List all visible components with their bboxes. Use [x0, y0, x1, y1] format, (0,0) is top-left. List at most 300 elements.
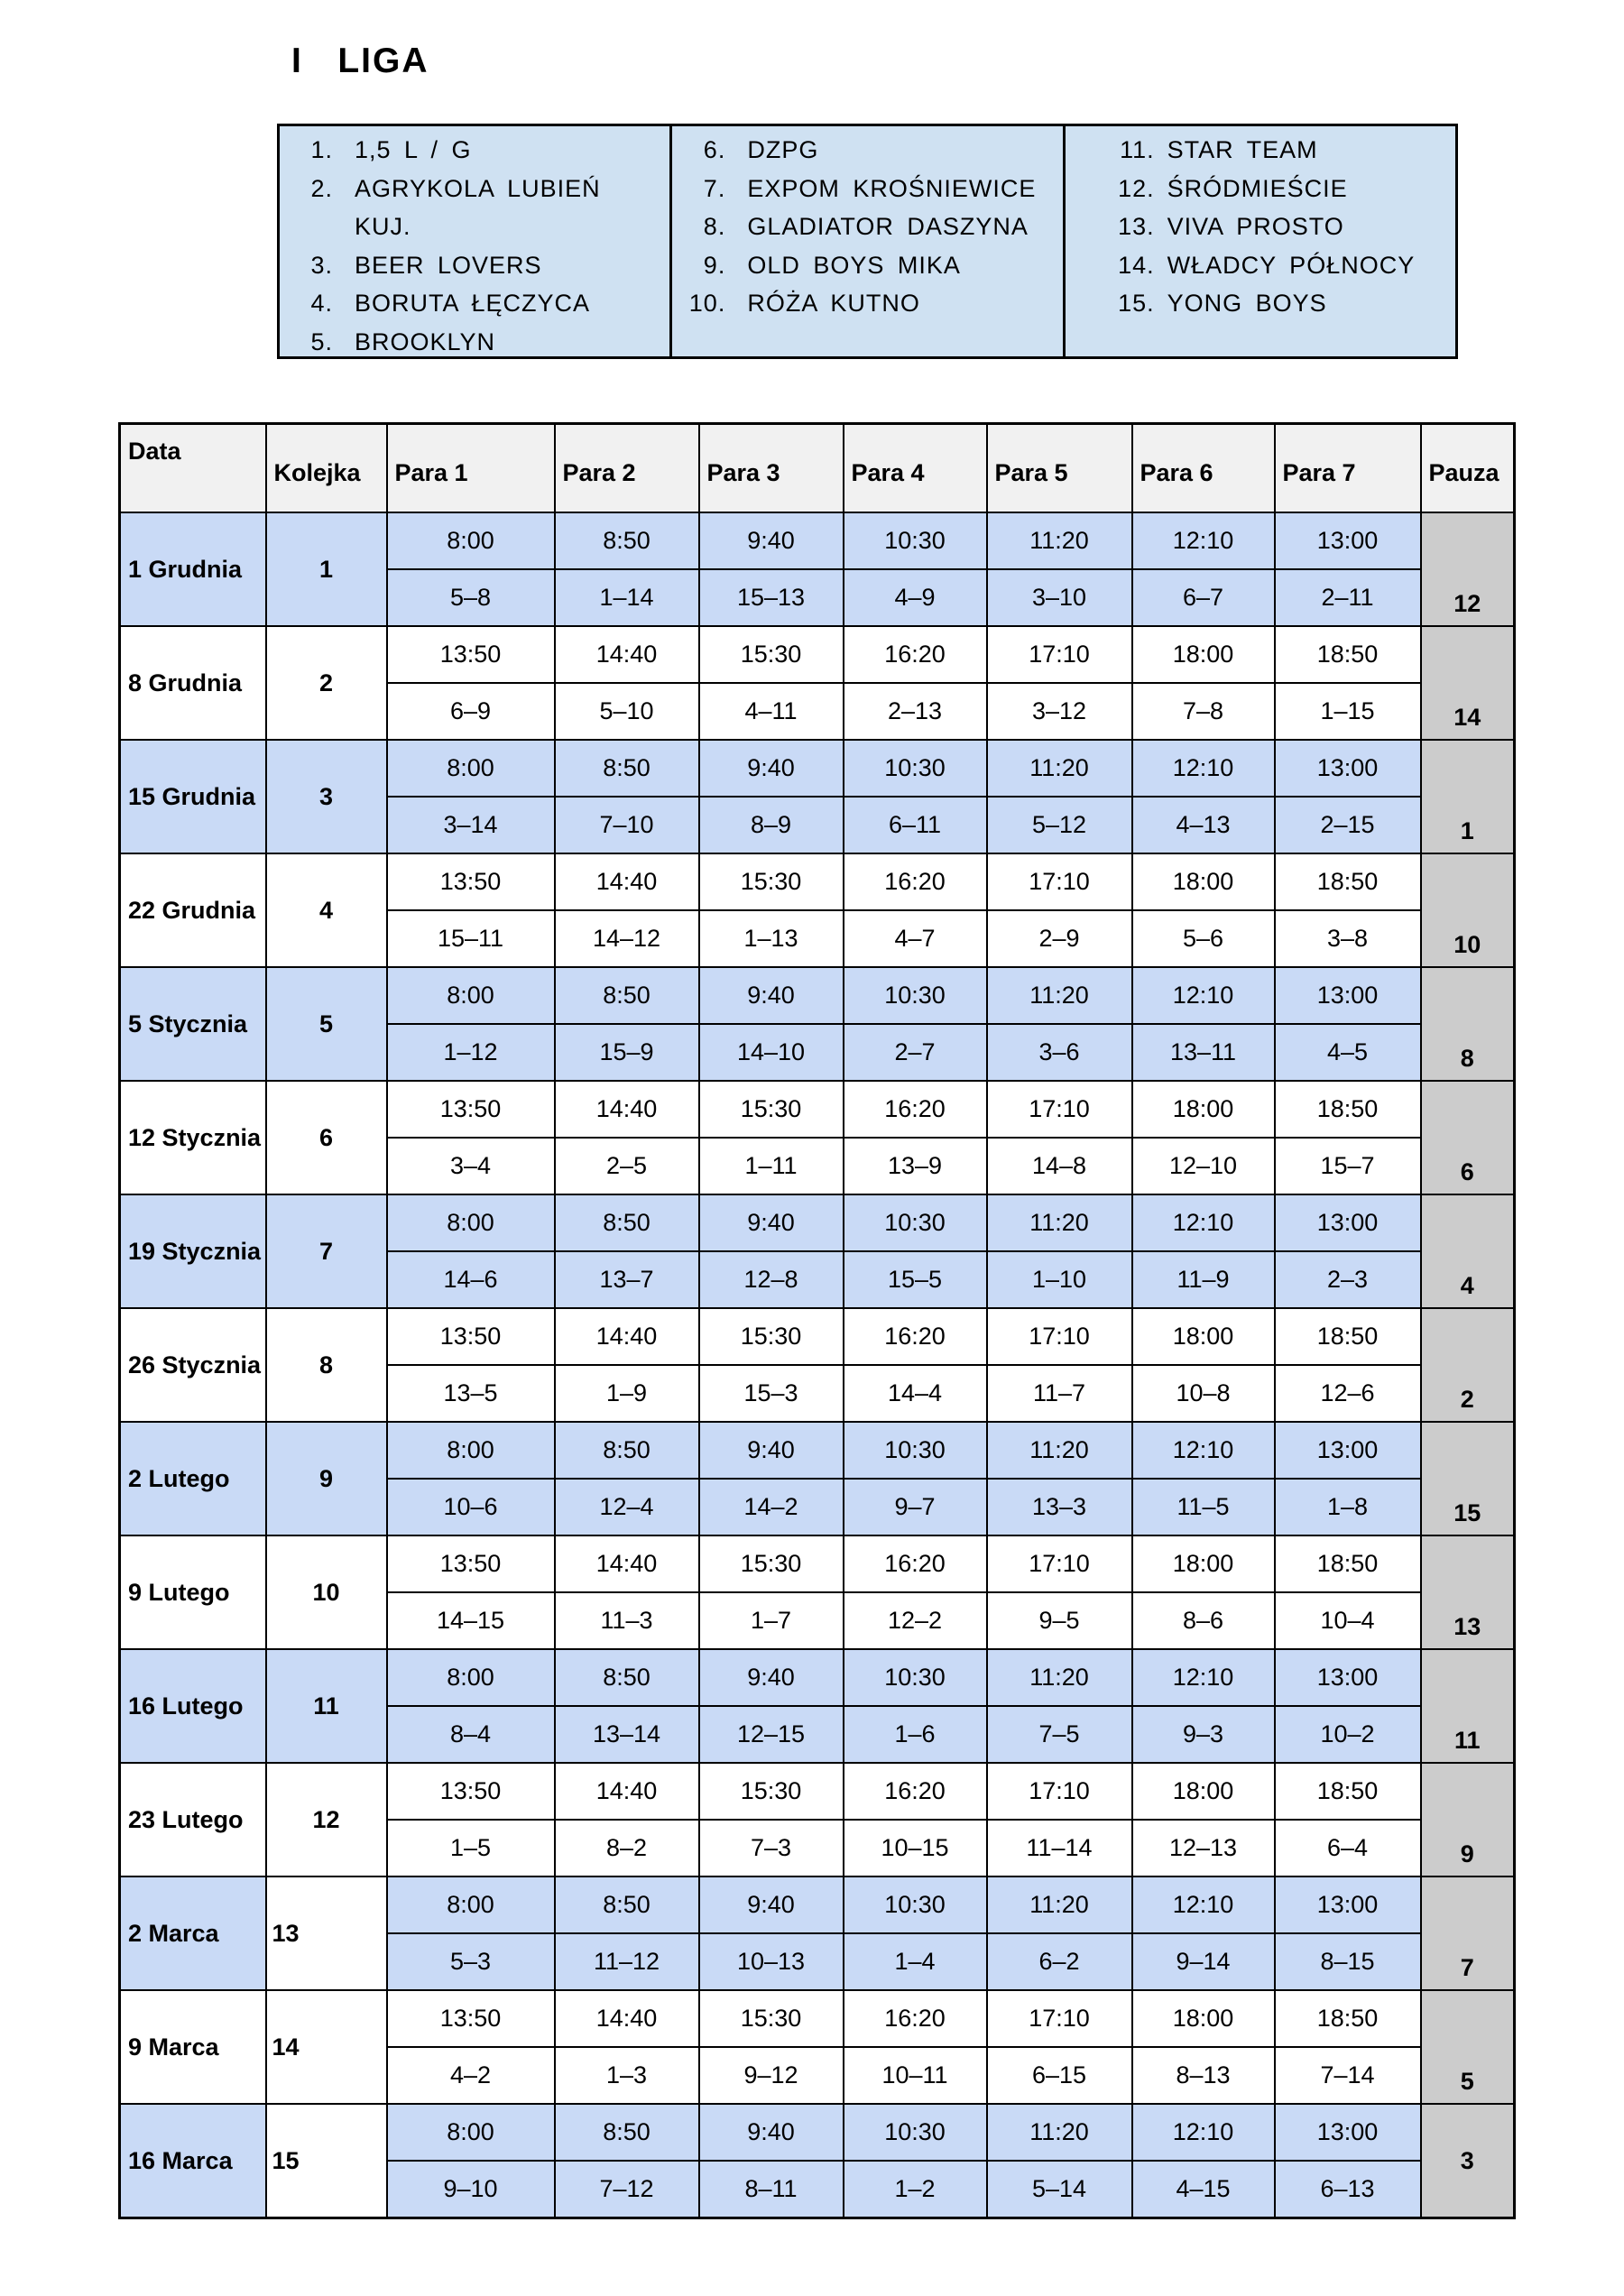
pair-cell: 14–2 [699, 1479, 844, 1535]
pair-cell: 9–10 [387, 2161, 555, 2218]
time-cell: 8:50 [555, 740, 699, 797]
pair-cell: 4–5 [1275, 1024, 1421, 1081]
time-cell: 8:00 [387, 740, 555, 797]
pair-cell: 4–9 [844, 569, 987, 626]
time-cell: 13:00 [1275, 967, 1421, 1024]
team-item [1066, 131, 1455, 170]
date-cell: 22 Grudnia [120, 853, 266, 967]
time-cell: 18:50 [1275, 1763, 1421, 1820]
round-row [120, 967, 1515, 1024]
round-cell: 14 [266, 1990, 387, 2104]
pair-cell: 4–11 [699, 683, 844, 740]
time-cell: 14:40 [555, 1308, 699, 1365]
pair-cell: 10–11 [844, 2047, 987, 2104]
pair-cell: 8–6 [1132, 1592, 1275, 1649]
date-cell: 2 Lutego [120, 1422, 266, 1535]
team-number: 1. [310, 136, 333, 163]
pair-cell: 12–6 [1275, 1365, 1421, 1422]
time-cell: 12:10 [1132, 740, 1275, 797]
time-cell: 15:30 [699, 1763, 844, 1820]
time-cell: 9:40 [699, 967, 844, 1024]
team-name: VIVA PROSTO [1167, 213, 1344, 240]
time-cell: 15:30 [699, 853, 844, 910]
team-column [1063, 126, 1455, 356]
pair-cell: 3–14 [387, 797, 555, 853]
team-number: 12. [1118, 174, 1155, 202]
time-cell: 18:00 [1132, 853, 1275, 910]
time-cell: 18:50 [1275, 1081, 1421, 1138]
round-row [120, 1422, 1515, 1479]
team-name: DZPG [747, 136, 819, 163]
pair-cell: 13–11 [1132, 1024, 1275, 1081]
time-cell: 12:10 [1132, 967, 1275, 1024]
time-cell: 8:50 [555, 512, 699, 569]
time-cell: 8:50 [555, 1649, 699, 1706]
header-cell: Para 6 [1132, 424, 1275, 513]
pair-cell: 5–10 [555, 683, 699, 740]
pair-cell: 5–8 [387, 569, 555, 626]
date-cell: 12 Stycznia [120, 1081, 266, 1194]
time-cell: 12:10 [1132, 1194, 1275, 1251]
time-cell: 16:20 [844, 1990, 987, 2047]
pair-cell: 9–7 [844, 1479, 987, 1535]
team-name: ŚRÓDMIEŚCIE [1167, 174, 1348, 202]
pair-cell: 6–7 [1132, 569, 1275, 626]
pair-cell: 1–4 [844, 1933, 987, 1990]
pair-cell: 14–15 [387, 1592, 555, 1649]
round-cell: 8 [266, 1308, 387, 1422]
pair-cell: 15–9 [555, 1024, 699, 1081]
pair-cell: 6–11 [844, 797, 987, 853]
team-name: OLD BOYS MIKA [747, 251, 961, 279]
time-cell: 16:20 [844, 626, 987, 683]
pair-cell: 10–13 [699, 1933, 844, 1990]
pair-cell: 1–15 [1275, 683, 1421, 740]
time-cell: 10:30 [844, 740, 987, 797]
pair-cell: 1–7 [699, 1592, 844, 1649]
pair-cell: 10–8 [1132, 1365, 1275, 1422]
date-cell: 15 Grudnia [120, 740, 266, 853]
pair-cell: 8–13 [1132, 2047, 1275, 2104]
pair-cell: 7–8 [1132, 683, 1275, 740]
team-number: 6. [703, 136, 726, 163]
time-cell: 8:00 [387, 967, 555, 1024]
pair-cell: 3–6 [987, 1024, 1132, 1081]
pause-cell: 11 [1421, 1649, 1515, 1763]
time-cell: 10:30 [844, 512, 987, 569]
time-cell: 13:50 [387, 1535, 555, 1592]
pair-cell: 14–8 [987, 1138, 1132, 1194]
time-cell: 10:30 [844, 1194, 987, 1251]
team-name: BROOKLYN [355, 327, 496, 355]
team-item [280, 284, 669, 323]
pair-cell: 3–12 [987, 683, 1132, 740]
time-cell: 13:50 [387, 1308, 555, 1365]
date-cell: 8 Grudnia [120, 626, 266, 740]
team-number: 9. [703, 251, 726, 279]
time-cell: 11:20 [987, 2104, 1132, 2161]
time-cell: 15:30 [699, 626, 844, 683]
time-cell: 13:50 [387, 626, 555, 683]
header-row [120, 424, 1515, 513]
round-row [120, 1649, 1515, 1706]
round-cell: 6 [266, 1081, 387, 1194]
pair-cell: 4–15 [1132, 2161, 1275, 2218]
header-cell: Para 1 [387, 424, 555, 513]
pair-cell: 1–13 [699, 910, 844, 967]
pair-cell: 13–3 [987, 1479, 1132, 1535]
time-cell: 8:00 [387, 2104, 555, 2161]
pair-cell: 13–7 [555, 1251, 699, 1308]
team-column [669, 126, 1062, 356]
pair-cell: 1–8 [1275, 1479, 1421, 1535]
pair-cell: 6–13 [1275, 2161, 1421, 2218]
round-row [120, 626, 1515, 683]
team-number: 13. [1118, 213, 1155, 240]
pause-cell: 12 [1421, 512, 1515, 626]
pair-cell: 14–6 [387, 1251, 555, 1308]
pause-cell: 6 [1421, 1081, 1515, 1194]
time-cell: 8:50 [555, 967, 699, 1024]
round-cell: 9 [266, 1422, 387, 1535]
round-row [120, 1763, 1515, 1820]
pair-cell: 8–9 [699, 797, 844, 853]
time-cell: 12:10 [1132, 1876, 1275, 1933]
time-cell: 17:10 [987, 1990, 1132, 2047]
team-item [1066, 284, 1455, 323]
pair-cell: 12–4 [555, 1479, 699, 1535]
pause-cell: 4 [1421, 1194, 1515, 1308]
time-cell: 12:10 [1132, 2104, 1275, 2161]
pair-cell: 2–5 [555, 1138, 699, 1194]
page-title: I LIGA [291, 41, 429, 80]
date-cell: 19 Stycznia [120, 1194, 266, 1308]
round-row [120, 740, 1515, 797]
team-number: 11. [1120, 136, 1155, 163]
time-cell: 12:10 [1132, 1649, 1275, 1706]
team-name: 1,5 L / G [355, 136, 472, 163]
pair-cell: 1–12 [387, 1024, 555, 1081]
time-cell: 11:20 [987, 967, 1132, 1024]
team-item [672, 207, 1062, 246]
time-cell: 16:20 [844, 1081, 987, 1138]
time-cell: 15:30 [699, 1308, 844, 1365]
team-item [672, 246, 1062, 285]
pause-cell: 5 [1421, 1990, 1515, 2104]
pair-cell: 2–3 [1275, 1251, 1421, 1308]
time-cell: 12:10 [1132, 512, 1275, 569]
pair-cell: 2–15 [1275, 797, 1421, 853]
time-cell: 13:00 [1275, 1649, 1421, 1706]
pair-cell: 8–4 [387, 1706, 555, 1763]
round-cell: 3 [266, 740, 387, 853]
time-cell: 9:40 [699, 1649, 844, 1706]
time-cell: 8:50 [555, 1876, 699, 1933]
time-cell: 13:50 [387, 853, 555, 910]
team-item [1066, 170, 1455, 208]
pair-cell: 7–5 [987, 1706, 1132, 1763]
time-cell: 13:50 [387, 1990, 555, 2047]
date-cell: 1 Grudnia [120, 512, 266, 626]
time-cell: 8:50 [555, 1422, 699, 1479]
time-cell: 13:00 [1275, 1422, 1421, 1479]
time-cell: 17:10 [987, 1763, 1132, 1820]
time-cell: 18:50 [1275, 1308, 1421, 1365]
pair-cell: 1–10 [987, 1251, 1132, 1308]
team-name: GLADIATOR DASZYNA [747, 213, 1029, 240]
header-cell: Pauza [1421, 424, 1515, 513]
pair-cell: 15–7 [1275, 1138, 1421, 1194]
team-column [280, 126, 669, 356]
pair-cell: 7–14 [1275, 2047, 1421, 2104]
time-cell: 10:30 [844, 1422, 987, 1479]
pair-cell: 1–11 [699, 1138, 844, 1194]
time-cell: 14:40 [555, 1081, 699, 1138]
time-cell: 14:40 [555, 1763, 699, 1820]
pair-cell: 9–5 [987, 1592, 1132, 1649]
pair-cell: 15–13 [699, 569, 844, 626]
round-row [120, 1308, 1515, 1365]
time-cell: 9:40 [699, 1422, 844, 1479]
round-row [120, 1081, 1515, 1138]
round-cell: 4 [266, 853, 387, 967]
team-item [280, 170, 669, 246]
time-cell: 11:20 [987, 1194, 1132, 1251]
pause-cell: 14 [1421, 626, 1515, 740]
header-cell: Kolejka [266, 424, 387, 513]
pair-cell: 14–4 [844, 1365, 987, 1422]
pair-cell: 1–2 [844, 2161, 987, 2218]
team-number: 4. [310, 290, 333, 317]
team-item [1066, 207, 1455, 246]
time-cell: 13:00 [1275, 512, 1421, 569]
team-number: 5. [310, 327, 333, 355]
pair-cell: 1–5 [387, 1820, 555, 1876]
pair-cell: 11–5 [1132, 1479, 1275, 1535]
date-cell: 16 Lutego [120, 1649, 266, 1763]
time-cell: 16:20 [844, 853, 987, 910]
time-cell: 18:50 [1275, 626, 1421, 683]
pair-cell: 14–12 [555, 910, 699, 967]
time-cell: 18:50 [1275, 853, 1421, 910]
date-cell: 2 Marca [120, 1876, 266, 1990]
round-cell: 11 [266, 1649, 387, 1763]
round-row [120, 1194, 1515, 1251]
pair-cell: 6–9 [387, 683, 555, 740]
time-cell: 11:20 [987, 1876, 1132, 1933]
header-cell: Para 7 [1275, 424, 1421, 513]
pair-cell: 9–12 [699, 2047, 844, 2104]
time-cell: 9:40 [699, 1876, 844, 1933]
team-item [280, 131, 669, 170]
round-row [120, 1876, 1515, 1933]
pair-cell: 15–5 [844, 1251, 987, 1308]
time-cell: 18:00 [1132, 1308, 1275, 1365]
time-cell: 17:10 [987, 1308, 1132, 1365]
time-cell: 13:00 [1275, 2104, 1421, 2161]
time-cell: 15:30 [699, 1081, 844, 1138]
time-cell: 13:00 [1275, 740, 1421, 797]
time-cell: 8:50 [555, 1194, 699, 1251]
time-cell: 18:00 [1132, 1081, 1275, 1138]
team-number: 15. [1118, 290, 1155, 317]
round-row [120, 2104, 1515, 2161]
time-cell: 8:00 [387, 1876, 555, 1933]
time-cell: 17:10 [987, 1081, 1132, 1138]
round-cell: 7 [266, 1194, 387, 1308]
team-name: EXPOM KROŚNIEWICE [747, 174, 1037, 202]
time-cell: 16:20 [844, 1763, 987, 1820]
team-list [277, 124, 1458, 359]
time-cell: 14:40 [555, 853, 699, 910]
team-item [672, 170, 1062, 208]
pair-cell: 11–9 [1132, 1251, 1275, 1308]
pair-cell: 11–12 [555, 1933, 699, 1990]
time-cell: 15:30 [699, 1990, 844, 2047]
date-cell: 26 Stycznia [120, 1308, 266, 1422]
time-cell: 18:50 [1275, 1535, 1421, 1592]
pause-cell: 13 [1421, 1535, 1515, 1649]
pair-cell: 3–4 [387, 1138, 555, 1194]
pause-cell: 9 [1421, 1763, 1515, 1876]
date-cell: 9 Lutego [120, 1535, 266, 1649]
time-cell: 16:20 [844, 1308, 987, 1365]
pair-cell: 14–10 [699, 1024, 844, 1081]
pair-cell: 7–10 [555, 797, 699, 853]
pair-cell: 4–7 [844, 910, 987, 967]
pause-cell: 3 [1421, 2104, 1515, 2218]
round-row [120, 512, 1515, 569]
pair-cell: 5–6 [1132, 910, 1275, 967]
time-cell: 12:10 [1132, 1422, 1275, 1479]
pair-cell: 9–14 [1132, 1933, 1275, 1990]
time-cell: 13:50 [387, 1081, 555, 1138]
schedule-body [120, 512, 1515, 2218]
time-cell: 10:30 [844, 1649, 987, 1706]
team-item [672, 131, 1062, 170]
pair-cell: 5–12 [987, 797, 1132, 853]
time-cell: 13:00 [1275, 1876, 1421, 1933]
pair-cell: 2–7 [844, 1024, 987, 1081]
pair-cell: 12–15 [699, 1706, 844, 1763]
time-cell: 14:40 [555, 1990, 699, 2047]
pair-cell: 13–5 [387, 1365, 555, 1422]
pause-cell: 2 [1421, 1308, 1515, 1422]
date-cell: 23 Lutego [120, 1763, 266, 1876]
round-row [120, 853, 1515, 910]
round-cell: 2 [266, 626, 387, 740]
pair-cell: 15–11 [387, 910, 555, 967]
time-cell: 9:40 [699, 740, 844, 797]
pair-cell: 10–4 [1275, 1592, 1421, 1649]
pause-cell: 1 [1421, 740, 1515, 853]
team-name: YONG BOYS [1167, 290, 1327, 317]
team-number: 2. [310, 174, 333, 202]
pair-cell: 11–3 [555, 1592, 699, 1649]
pair-cell: 6–15 [987, 2047, 1132, 2104]
pair-cell: 10–2 [1275, 1706, 1421, 1763]
pair-cell: 13–14 [555, 1706, 699, 1763]
time-cell: 18:00 [1132, 1535, 1275, 1592]
pair-cell: 1–14 [555, 569, 699, 626]
time-cell: 14:40 [555, 1535, 699, 1592]
round-cell: 10 [266, 1535, 387, 1649]
team-number: 7. [703, 174, 726, 202]
pair-cell: 3–8 [1275, 910, 1421, 967]
pair-cell: 8–11 [699, 2161, 844, 2218]
pair-cell: 11–14 [987, 1820, 1132, 1876]
pause-cell: 15 [1421, 1422, 1515, 1535]
time-cell: 8:00 [387, 1194, 555, 1251]
time-cell: 18:50 [1275, 1990, 1421, 2047]
pair-cell: 8–2 [555, 1820, 699, 1876]
time-cell: 13:00 [1275, 1194, 1421, 1251]
pair-cell: 5–3 [387, 1933, 555, 1990]
team-name: STAR TEAM [1167, 136, 1318, 163]
time-cell: 9:40 [699, 512, 844, 569]
round-cell: 15 [266, 2104, 387, 2218]
pair-cell: 2–13 [844, 683, 987, 740]
pair-cell: 2–11 [1275, 569, 1421, 626]
pair-cell: 4–13 [1132, 797, 1275, 853]
time-cell: 11:20 [987, 1649, 1132, 1706]
pair-cell: 9–3 [1132, 1706, 1275, 1763]
pair-cell: 3–10 [987, 569, 1132, 626]
pair-cell: 12–2 [844, 1592, 987, 1649]
pair-cell: 1–6 [844, 1706, 987, 1763]
time-cell: 18:00 [1132, 1990, 1275, 2047]
time-cell: 10:30 [844, 1876, 987, 1933]
time-cell: 9:40 [699, 1194, 844, 1251]
team-item [1066, 246, 1455, 285]
round-cell: 1 [266, 512, 387, 626]
header-cell: Data [120, 424, 266, 513]
header-cell: Para 2 [555, 424, 699, 513]
team-number: 8. [703, 213, 726, 240]
time-cell: 18:00 [1132, 626, 1275, 683]
time-cell: 17:10 [987, 626, 1132, 683]
round-cell: 5 [266, 967, 387, 1081]
pause-cell: 10 [1421, 853, 1515, 967]
team-number: 10. [688, 290, 726, 317]
team-item [280, 246, 669, 285]
pair-cell: 10–6 [387, 1479, 555, 1535]
pair-cell: 1–3 [555, 2047, 699, 2104]
time-cell: 15:30 [699, 1535, 844, 1592]
time-cell: 18:00 [1132, 1763, 1275, 1820]
time-cell: 13:50 [387, 1763, 555, 1820]
pause-cell: 8 [1421, 967, 1515, 1081]
pair-cell: 6–4 [1275, 1820, 1421, 1876]
time-cell: 8:50 [555, 2104, 699, 2161]
time-cell: 17:10 [987, 1535, 1132, 1592]
pause-cell: 7 [1421, 1876, 1515, 1990]
date-cell: 16 Marca [120, 2104, 266, 2218]
team-name: WŁADCY PÓŁNOCY [1167, 251, 1416, 279]
header-cell: Para 5 [987, 424, 1132, 513]
pair-cell: 4–2 [387, 2047, 555, 2104]
pair-cell: 6–2 [987, 1933, 1132, 1990]
time-cell: 8:00 [387, 1649, 555, 1706]
pair-cell: 5–14 [987, 2161, 1132, 2218]
time-cell: 11:20 [987, 740, 1132, 797]
pair-cell: 2–9 [987, 910, 1132, 967]
date-cell: 5 Stycznia [120, 967, 266, 1081]
time-cell: 8:00 [387, 1422, 555, 1479]
team-number: 14. [1118, 251, 1155, 279]
pair-cell: 7–3 [699, 1820, 844, 1876]
team-item [672, 284, 1062, 323]
